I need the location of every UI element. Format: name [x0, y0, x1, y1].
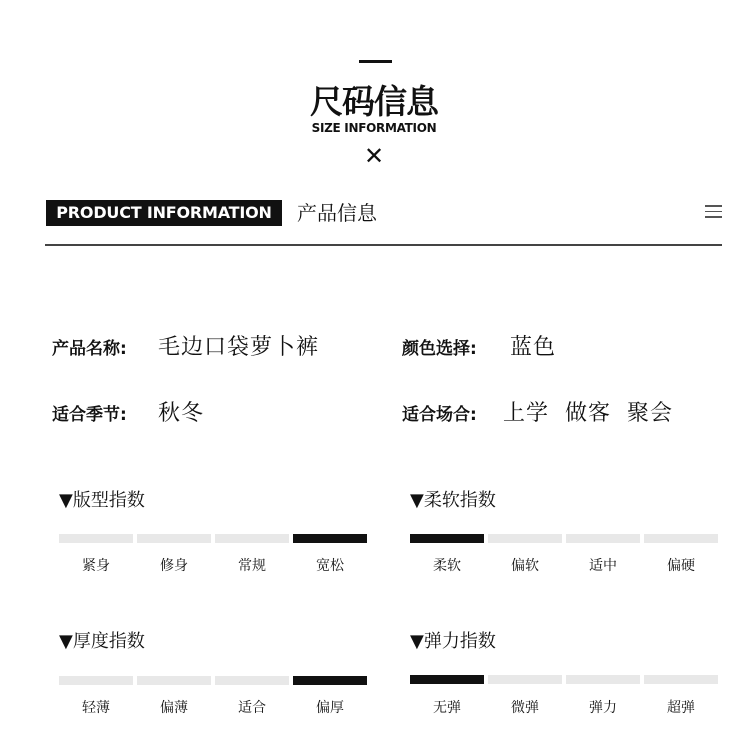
- product-name-label: 产品名称:: [52, 339, 127, 359]
- scale-segment: [137, 676, 211, 685]
- title-top-dash: [359, 60, 392, 63]
- index-softness: [410, 488, 718, 576]
- scale-labels: [59, 698, 367, 718]
- scale-option: 常规: [238, 558, 266, 574]
- scale-segment: [566, 534, 640, 543]
- section-divider: [45, 244, 722, 246]
- index-title: ▼厚度指数: [59, 631, 145, 652]
- scale-labels: [59, 556, 367, 576]
- scale-option: 偏厚: [316, 700, 344, 716]
- scale-option: 无弹: [433, 700, 461, 716]
- scale-option: 紧身: [82, 558, 110, 574]
- product-name-value: 毛边口袋萝卜裤: [158, 335, 320, 360]
- close-icon: ✕: [363, 142, 385, 170]
- scale-segment: [644, 534, 718, 543]
- scale-option: 适中: [589, 558, 617, 574]
- index-thickness: [59, 629, 367, 718]
- scale-option: 轻薄: [82, 700, 110, 716]
- scale-option: 偏薄: [160, 700, 188, 716]
- season-label: 适合季节:: [52, 405, 127, 425]
- season-value: 秋冬: [158, 401, 205, 426]
- page-subtitle: SIZE INFORMATION: [311, 121, 437, 135]
- scale-segment: [59, 676, 133, 685]
- scale-segment: [215, 676, 289, 685]
- index-fit: [59, 488, 367, 576]
- scale-segment: [644, 675, 718, 684]
- index-title: ▼柔软指数: [410, 490, 496, 511]
- scale-option: 超弹: [667, 700, 695, 716]
- scale-segment: [488, 675, 562, 684]
- scale-option: 柔软: [433, 558, 461, 574]
- index-title: ▼弹力指数: [410, 631, 496, 652]
- section-label-cn: 产品信息: [297, 201, 377, 225]
- scale-option: 宽松: [316, 558, 344, 574]
- scale-option: 弹力: [589, 700, 617, 716]
- index-scale: [410, 534, 718, 543]
- index-scale: [410, 675, 718, 684]
- page-title: 尺码信息: [310, 82, 438, 121]
- index-scale: [59, 676, 367, 685]
- scale-segment-selected: [410, 534, 484, 543]
- scale-option: 偏硬: [667, 558, 695, 574]
- index-title: ▼版型指数: [59, 490, 145, 511]
- menu-icon[interactable]: [705, 205, 722, 219]
- color-value: 蓝色: [510, 335, 557, 360]
- scale-option: 偏软: [511, 558, 539, 574]
- scale-segment: [215, 534, 289, 543]
- occasion-value: 上学 做客 聚会: [503, 401, 673, 426]
- scale-segment: [137, 534, 211, 543]
- occasion-label: 适合场合:: [402, 405, 477, 425]
- scale-segment-selected: [293, 676, 367, 685]
- scale-option: 修身: [160, 558, 188, 574]
- index-scale: [59, 534, 367, 543]
- scale-option: 微弹: [511, 700, 539, 716]
- scale-labels: [410, 698, 718, 718]
- scale-segment-selected: [410, 675, 484, 684]
- scale-segment: [59, 534, 133, 543]
- scale-option: 适合: [238, 700, 266, 716]
- color-label: 颜色选择:: [402, 339, 477, 359]
- scale-segment-selected: [293, 534, 367, 543]
- index-elasticity: [410, 629, 718, 718]
- scale-labels: [410, 556, 718, 576]
- scale-segment: [488, 534, 562, 543]
- section-label-en: PRODUCT INFORMATION: [46, 200, 282, 226]
- scale-segment: [566, 675, 640, 684]
